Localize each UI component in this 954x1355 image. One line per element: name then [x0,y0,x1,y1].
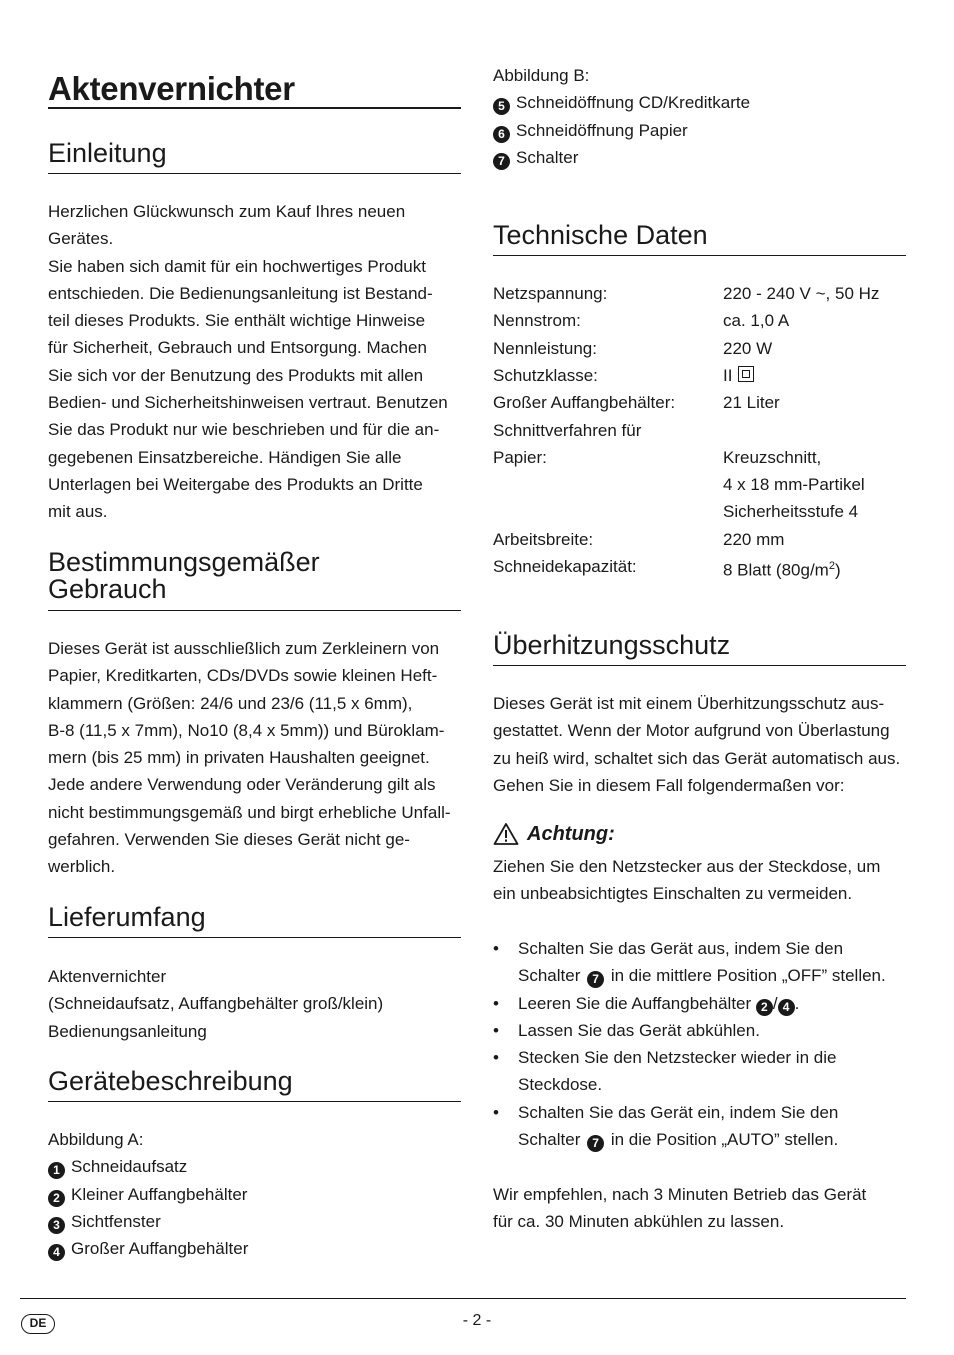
heading-technische-daten: Technische Daten [493,220,708,250]
spec-key: Schnittverfahren für [493,420,642,440]
spec-value: 4 x 18 mm-Partikel [723,475,865,495]
spec-value-protection-class [723,362,754,389]
spec-value: 220 - 240 V ~, 50 Hz [723,284,880,303]
bestimmung-text: Dieses Gerät ist ausschließlich zum Zerkleinern von Papier, Kreditkarten, CDs/DVDs sowie kleinen Heft- klammern (Größen: 24/6 und 23/6 (11,5 x 6mm), B-8 (11,5 x 7mm), No10 (8,4 x 5mm)) und Büroklam- mern (bis 25 mm) in privaten Haushalten geeignet. Jede andere Verwendung oder Veränderung gilt als nicht bestimmungsgemäß und birgt erhebliche Unfall- gefahren. Verwenden Sie dieses Gerät nicht ge- werblich. [48,639,451,877]
figure-a-item-label: Schneidaufsatz [71,1157,188,1177]
spec-value: ca. 1,0 A [723,311,790,331]
heading-einleitung: Einleitung [48,138,167,168]
page-title: Aktenvernichter [48,70,295,107]
figure-b-item [493,117,750,144]
lieferumfang-list [48,963,383,1045]
spec-key: Schneidekapazität: [493,557,637,576]
spec-value: 220 W [723,338,773,358]
rule-einleitung [48,173,461,174]
bullet-list [493,935,913,1153]
figure-a-item [48,1181,248,1208]
spec-value: 220 mm [723,529,785,549]
capacity-close: ) [834,560,841,580]
number-badge-icon: 4 [48,1244,65,1261]
figure-a-item-label: Kleiner Auffangbehälter [71,1184,248,1204]
spec-table [493,280,906,580]
heading-bestimmung [48,549,320,603]
protection-class-text: II [723,365,733,385]
bullet-item [493,935,913,990]
spec-key: Arbeitsbreite: [493,529,594,549]
bullet-item [493,990,913,1017]
capacity-superscript: 2 [828,560,835,572]
figure-b-label: Abbildung B: [493,66,590,85]
capacity-text: 8 Blatt (80g/m [723,560,829,580]
figure-b-list [493,62,750,171]
heading-bestimmung-line1: Bestimmungsgemäßer [48,547,320,577]
spec-key: Schutzklasse: [493,365,598,385]
title-rule [48,107,461,109]
rule-lieferumfang [48,937,461,938]
lieferumfang-item: (Schneidaufsatz, Auffangbehälter groß/klein) [48,994,384,1014]
number-badge-icon: 5 [493,98,510,115]
spec-key: Netzspannung: [493,284,608,303]
figure-b-item-label: Schalter [516,147,579,167]
spec-value: Sicherheitsstufe 4 [723,502,859,522]
number-badge-icon: 1 [48,1162,65,1179]
spec-value-capacity [723,553,841,584]
number-badge-icon: 6 [493,126,510,143]
figure-a-item [48,1208,248,1235]
bullet-text: in die mittlere Position „OFF” stellen. [606,966,886,986]
number-badge-icon: 7 [493,153,510,170]
warning-text: Ziehen Sie den Netzstecker aus der Steckdose, um ein unbeabsichtigtes Einschalten zu vermeiden. [493,857,881,904]
figure-b-item [493,89,750,116]
rule-bestimmung [48,610,461,611]
number-badge-icon: 7 [587,1135,604,1152]
spec-value: Kreuzschnitt, [723,447,822,467]
figure-a-item [48,1153,248,1180]
bullet-text: in die Position „AUTO” stellen. [606,1130,839,1150]
bullet-text: Schalten Sie das Gerät aus, indem Sie den Schalter [518,939,844,986]
rule-geraetebeschreibung [48,1101,461,1102]
bullet-text: / [772,993,778,1013]
closing-text: Wir empfehlen, nach 3 Minuten Betrieb das Gerät für ca. 30 Minuten abkühlen zu lassen. [493,1185,867,1232]
page-number: - 2 - [462,1312,492,1329]
rule-ueberhitzung [493,665,906,666]
heading-ueberhitzung: Überhitzungsschutz [493,630,731,660]
number-badge-icon: 4 [778,999,795,1016]
heading-geraetebeschreibung: Gerätebeschreibung [48,1066,293,1096]
heading-bestimmung-line2: Gebrauch [48,574,167,604]
bullet-text: . [794,993,800,1013]
lieferumfang-item: Bedienungsanleitung [48,1021,207,1041]
spec-key: Großer Auffangbehälter: [493,393,676,413]
bullet-item: • Lassen Sie das Gerät abkühlen. [493,1017,913,1044]
figure-a-item-label: Sichtfenster [71,1211,161,1231]
warning-heading [493,822,615,846]
bullet-item: • Stecken Sie den Netzstecker wieder in die Steckdose. [493,1044,913,1099]
footer-rule [20,1298,906,1299]
bullet-text: Leeren Sie die Auffangbehälter [518,993,756,1013]
bullet-text: Schalten Sie das Gerät ein, indem Sie den Schalter [518,1102,839,1150]
figure-a-list [48,1126,248,1262]
ueberhitzung-text: Dieses Gerät ist mit einem Überhitzungsschutz aus- gestattet. Wenn der Motor aufgrund von Überlastung zu heiß wird, schaltet sich das Gerät automatisch aus. Gehen Sie in diesem Fall folgendermaßen vor: [493,694,901,795]
spec-key: Nennstrom: [493,311,581,331]
lieferumfang-item: Aktenvernichter [48,967,167,986]
number-badge-icon: 3 [48,1217,65,1234]
warning-triangle-icon [493,822,519,846]
spec-key: Papier: [493,447,547,467]
figure-a-item-label: Großer Auffangbehälter [71,1239,249,1259]
warning-label: Achtung: [527,822,615,845]
figure-b-item-label: Schneidöffnung Papier [516,120,688,140]
number-badge-icon: 2 [756,999,773,1016]
language-badge: DE [21,1314,55,1334]
rule-technische-daten [493,255,906,256]
number-badge-icon: 7 [587,971,604,988]
figure-b-item-label: Schneidöffnung CD/Kreditkarte [516,93,751,113]
bullet-item [493,1099,913,1154]
figure-a-item [48,1235,248,1262]
spec-value: 21 Liter [723,393,780,413]
protection-class-ii-icon [738,366,754,382]
figure-b-item [493,144,750,171]
heading-lieferumfang: Lieferumfang [48,902,206,932]
spec-key: Nennleistung: [493,338,597,358]
einleitung-text: Herzlichen Glückwunsch zum Kauf Ihres neuen Gerätes. Sie haben sich damit für ein hochwertiges Produkt entschieden. Die Bedienungsanleitung ist Bestand- teil dieses Produkts. Sie enthält wichtige Hinweise für Sicherheit, Gebrauch und Entsorgung. Machen Sie sich vor der Benutzung des Produkts mit allen Bedien- und Sicherheitshinweisen vertraut. Benutzen Sie das Produkt nur wie beschrieben und für die an- gegebenen Einsatzbereiche. Händigen Sie alle Unterlagen bei Weitergabe des Produkts an Dritte mit aus. [48,202,448,522]
figure-a-label: Abbildung A: [48,1130,144,1149]
number-badge-icon: 2 [48,1190,65,1207]
